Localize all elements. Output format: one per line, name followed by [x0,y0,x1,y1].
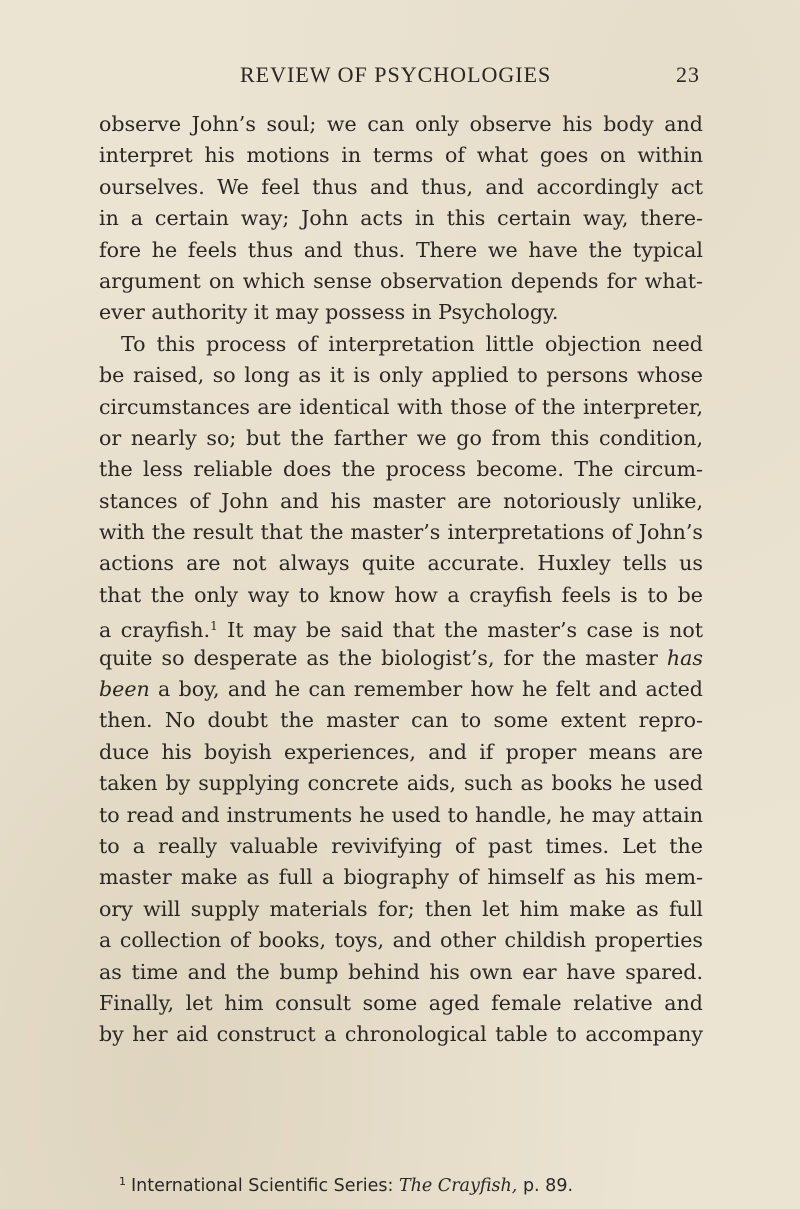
footnote-marker: 1 [119,1175,126,1188]
footnote [119,1175,573,1196]
text-line: to read and instruments he used to handle, he may attain [99,802,703,827]
text-line: or nearly so; but the farther we go from this condition, [99,425,703,450]
text-line: interpret his motions in terms of what goes on within [99,143,703,168]
text-line: argument on which sense observation depends for what- [99,268,703,293]
footnote-title: The Crayfish, [398,1176,518,1196]
body-text [99,109,703,1051]
text-line: to a really valuable revivifying of past times. Let the [99,833,703,858]
text-line-with-emphasis [99,674,703,705]
footnote-reference: 1 [210,619,218,634]
text-line: stances of John and his master are notoriously unlike, [99,488,703,513]
text-line-with-emphasis [99,643,703,674]
text-line: be raised, so long as it is only applied to persons whose [99,363,703,388]
text-line: as time and the bump behind his own ear have spared. [99,959,703,984]
text-line: then. No doubt the master can to some extent repro- [99,708,703,733]
running-title: REVIEW OF PSYCHOLOGIES [240,62,552,87]
text-line: master make as full a biography of himself as his mem- [99,865,703,890]
text-fragment: a boy, and he can remember how he felt and acted [149,677,703,702]
text-line: with the result that the master’s interpretations of John’s [99,520,703,545]
text-line: ory will supply materials for; then let him make as full [99,896,703,921]
footnote-page: p. 89. [522,1176,574,1196]
text-line: ever authority it may possess in Psychology. [99,300,559,325]
emphasis-been: been [99,677,150,702]
text-fragment: a crayfish. [99,618,211,643]
text-line: To this process of interpretation little objection need [121,331,703,356]
emphasis-has: has [666,645,704,670]
page-number: 23 [676,62,700,87]
text-fragment: It may be said that the master’s case is not [217,618,704,643]
text-line: by her aid construct a chronological table to accompany [99,1022,703,1047]
text-fragment: quite so desperate as the biologist’s, for the master [99,645,658,670]
text-line: that the only way to know how a crayfish feels is to be [99,582,703,607]
text-line: circumstances are identical with those of the interpreter, [99,394,703,419]
text-line: observe John’s soul; we can only observe his body and [99,112,703,136]
text-line: Finally, let him consult some aged female relative and [99,990,703,1015]
text-line: taken by supplying concrete aids, such as books he used [99,771,703,796]
text-line: actions are not always quite accurate. Huxley tells us [99,551,703,576]
text-line: a collection of books, toys, and other childish properties [99,928,703,953]
text-line: fore he feels thus and thus. There we have the typical [99,237,703,262]
text-line: duce his boyish experiences, and if proper means are [99,739,703,764]
text-line: ourselves. We feel thus and thus, and accordingly act [99,174,703,199]
footnote-text: International Scientific Series: [131,1176,394,1196]
text-line-with-note [99,611,703,642]
text-line: the less reliable does the process become. The circum- [99,457,703,482]
text-line: in a certain way; John acts in this certain way, there- [99,206,703,231]
